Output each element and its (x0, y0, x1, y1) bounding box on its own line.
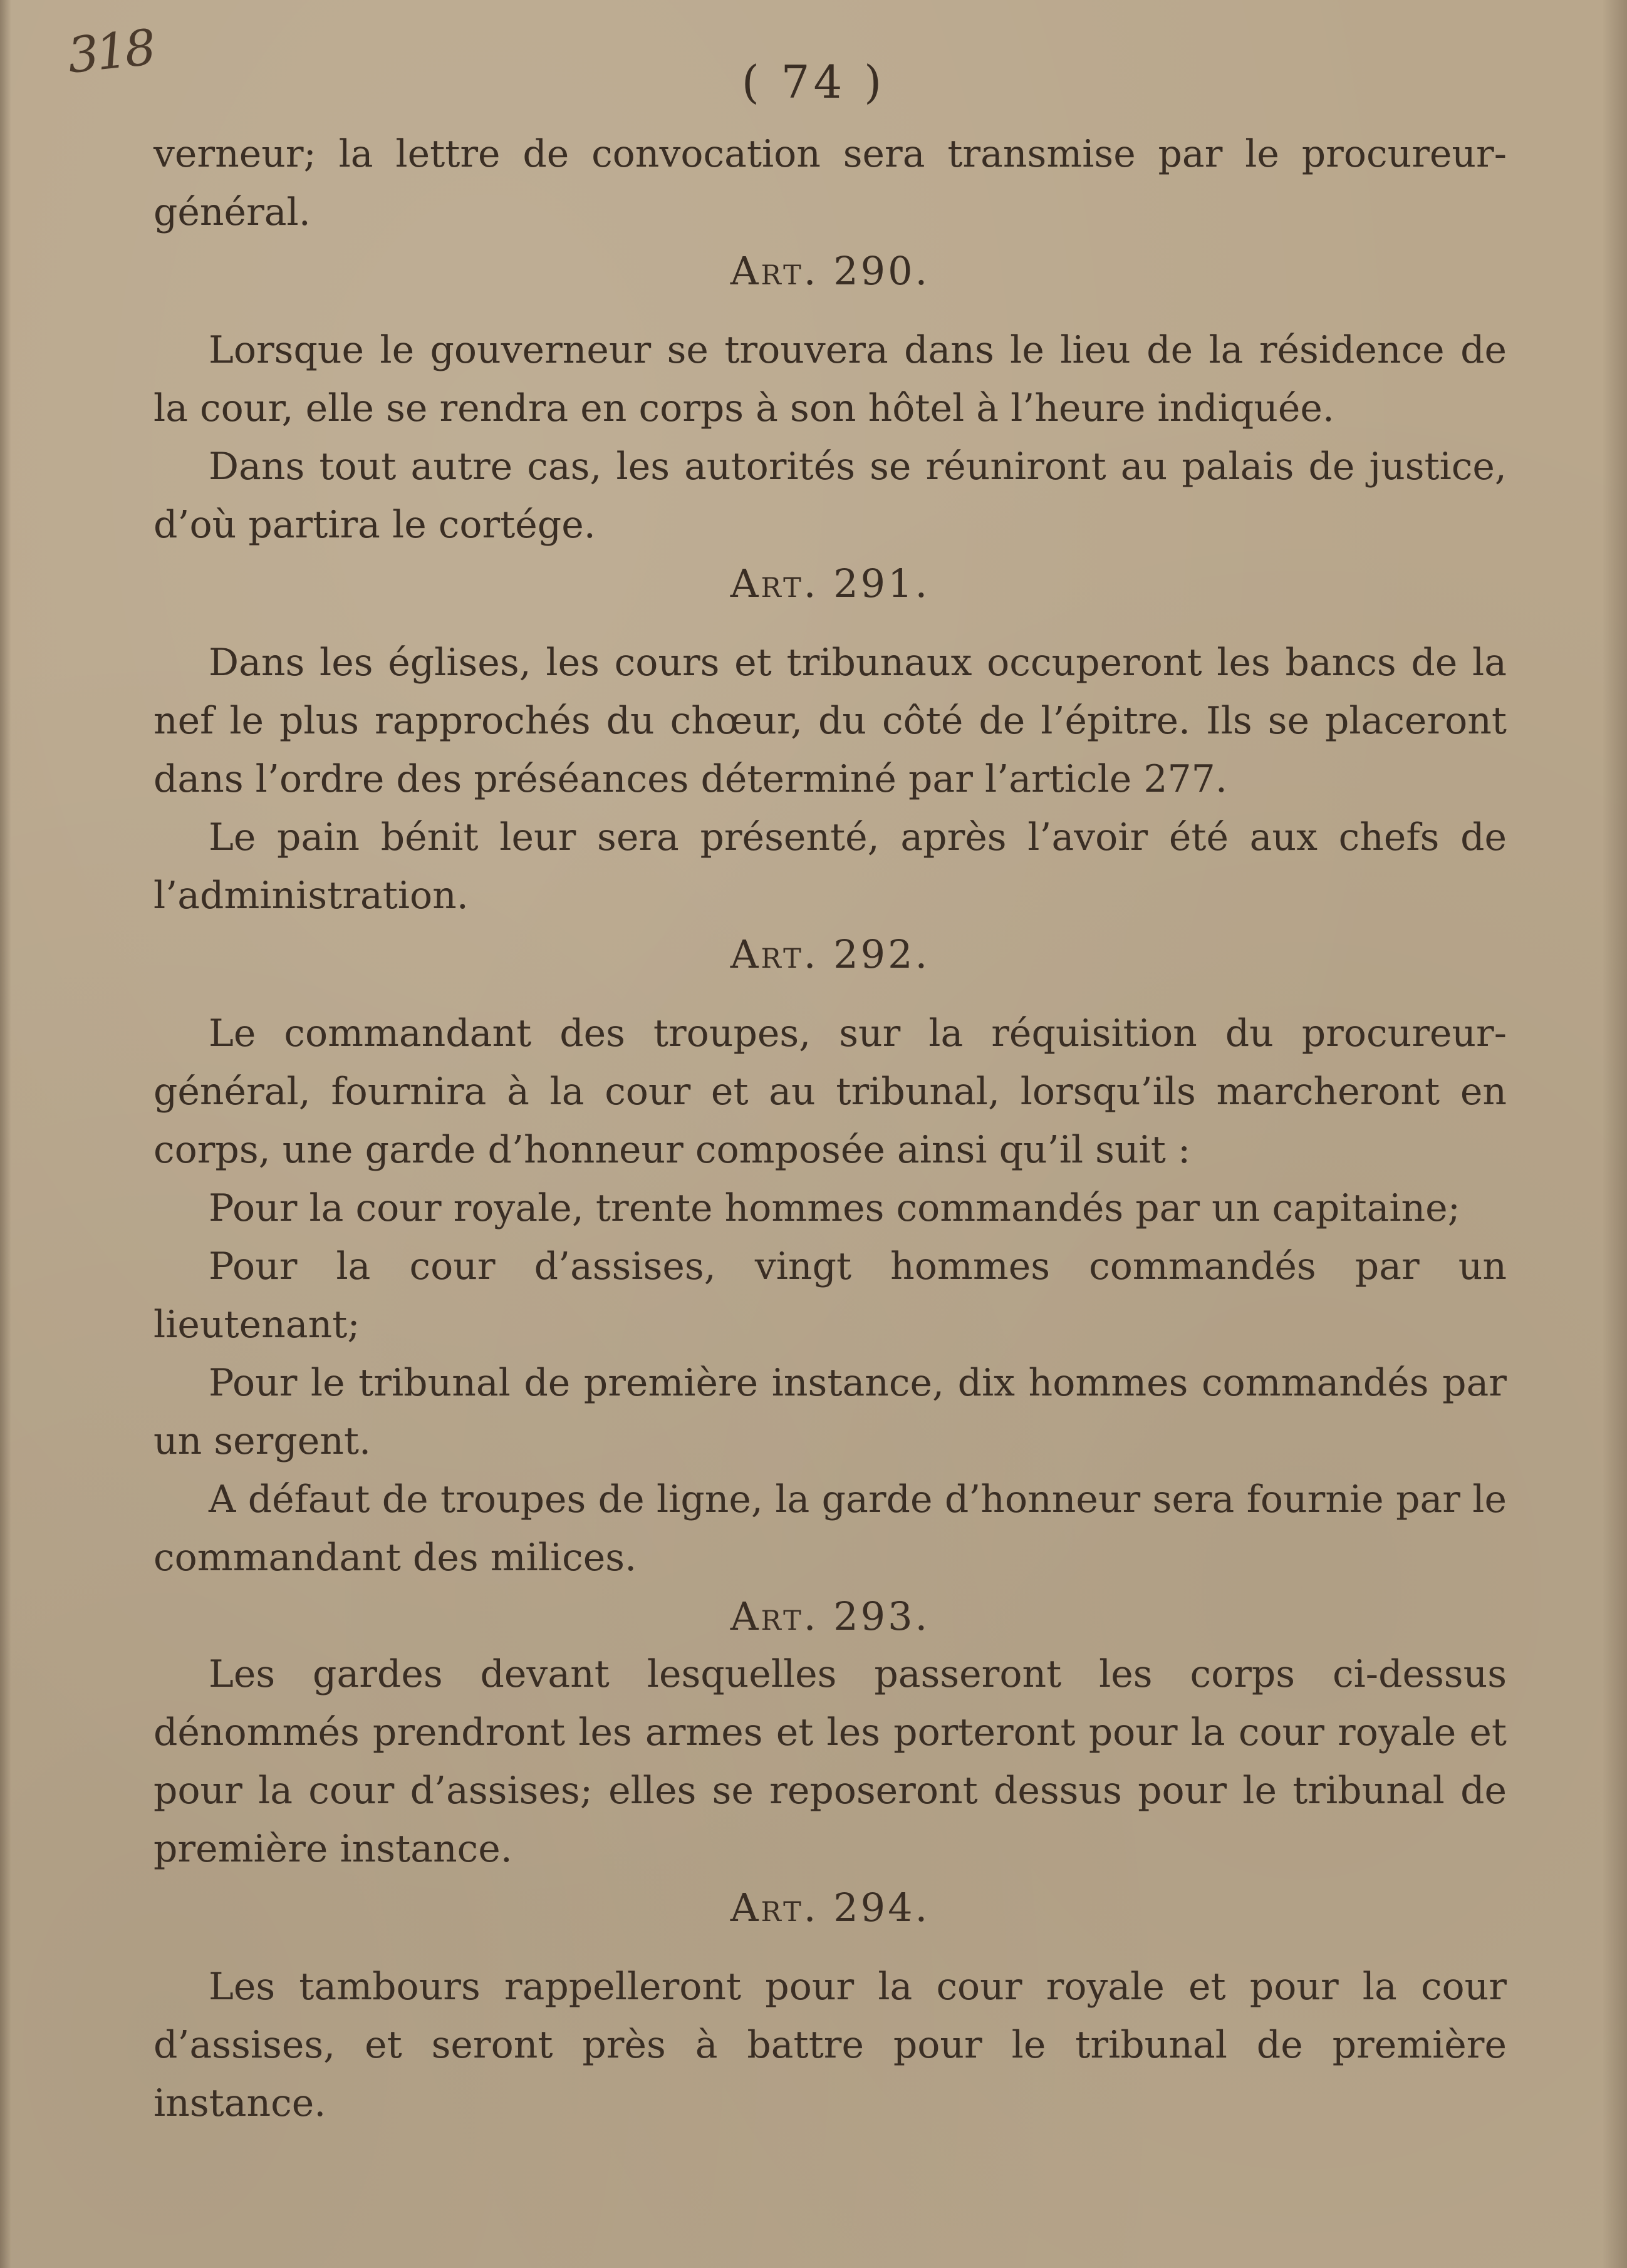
paragraph-art294-1: Les tambours rappelleront pour la cour royale et pour la cour d’assises, et seront près à battre pour le tribunal de première instance. (153, 1965, 1507, 2125)
paragraph-art293-1: Les gardes devant lesquelles passeront les corps ci-dessus dénommés prendront les armes et les porteront pour la cour royale et pour la cour d’assises; elles se reposeront dessus pour le tribunal de première instance. (153, 1652, 1507, 1871)
document-body (153, 125, 1507, 2133)
handwritten-folio-mark: 318 (65, 19, 157, 85)
paragraph-art290-1: Lorsque le gouverneur se trouvera dans le lieu de la résidence de la cour, elle se rendra en corps à son hôtel à l’heure indiquée. (153, 328, 1507, 430)
paragraph-art291-1: Dans les églises, les cours et tribunaux occuperont les bancs de la nef le plus rapprochés du chœur, du côté de l’épitre. Ils se placeront dans l’ordre des préséances déterminé par l’article 277. (153, 641, 1507, 801)
paragraph-art291-2: Le pain bénit leur sera présenté, après l’avoir été aux chefs de l’administration. (153, 816, 1507, 918)
paragraph-art290-2: Dans tout autre cas, les autorités se réuniront au palais de justice, d’où partira le cortége. (153, 445, 1507, 547)
article-heading-290: Art. 290. (730, 248, 930, 294)
page-left-edge-shadow (0, 0, 11, 2268)
paragraph-art292-4: Pour le tribunal de première instance, dix hommes commandés par un sergent. (153, 1361, 1507, 1463)
article-heading-294: Art. 294. (730, 1885, 930, 1930)
article-heading-292: Art. 292. (730, 931, 930, 977)
page-right-edge-shadow (1602, 0, 1627, 2268)
paragraph-continuation: verneur; la lettre de convocation sera transmise par le procureur-général. (153, 132, 1507, 234)
paragraph-art292-2: Pour la cour royale, trente hommes commandés par un capitaine; (209, 1186, 1460, 1230)
paragraph-art292-1: Le commandant des troupes, sur la réquisition du procureur-général, fournira à la cour et au tribunal, lorsqu’ils marcheront en corps, une garde d’honneur composée ainsi qu’il suit : (153, 1012, 1507, 1172)
article-heading-291: Art. 291. (730, 561, 930, 606)
page-number: ( 74 ) (741, 56, 886, 108)
paragraph-art292-3: Pour la cour d’assises, vingt hommes commandés par un lieutenant; (153, 1245, 1507, 1347)
paragraph-art292-5: A défaut de troupes de ligne, la garde d’honneur sera fournie par le commandant des milices. (153, 1478, 1507, 1580)
article-heading-293: Art. 293. (730, 1593, 930, 1639)
